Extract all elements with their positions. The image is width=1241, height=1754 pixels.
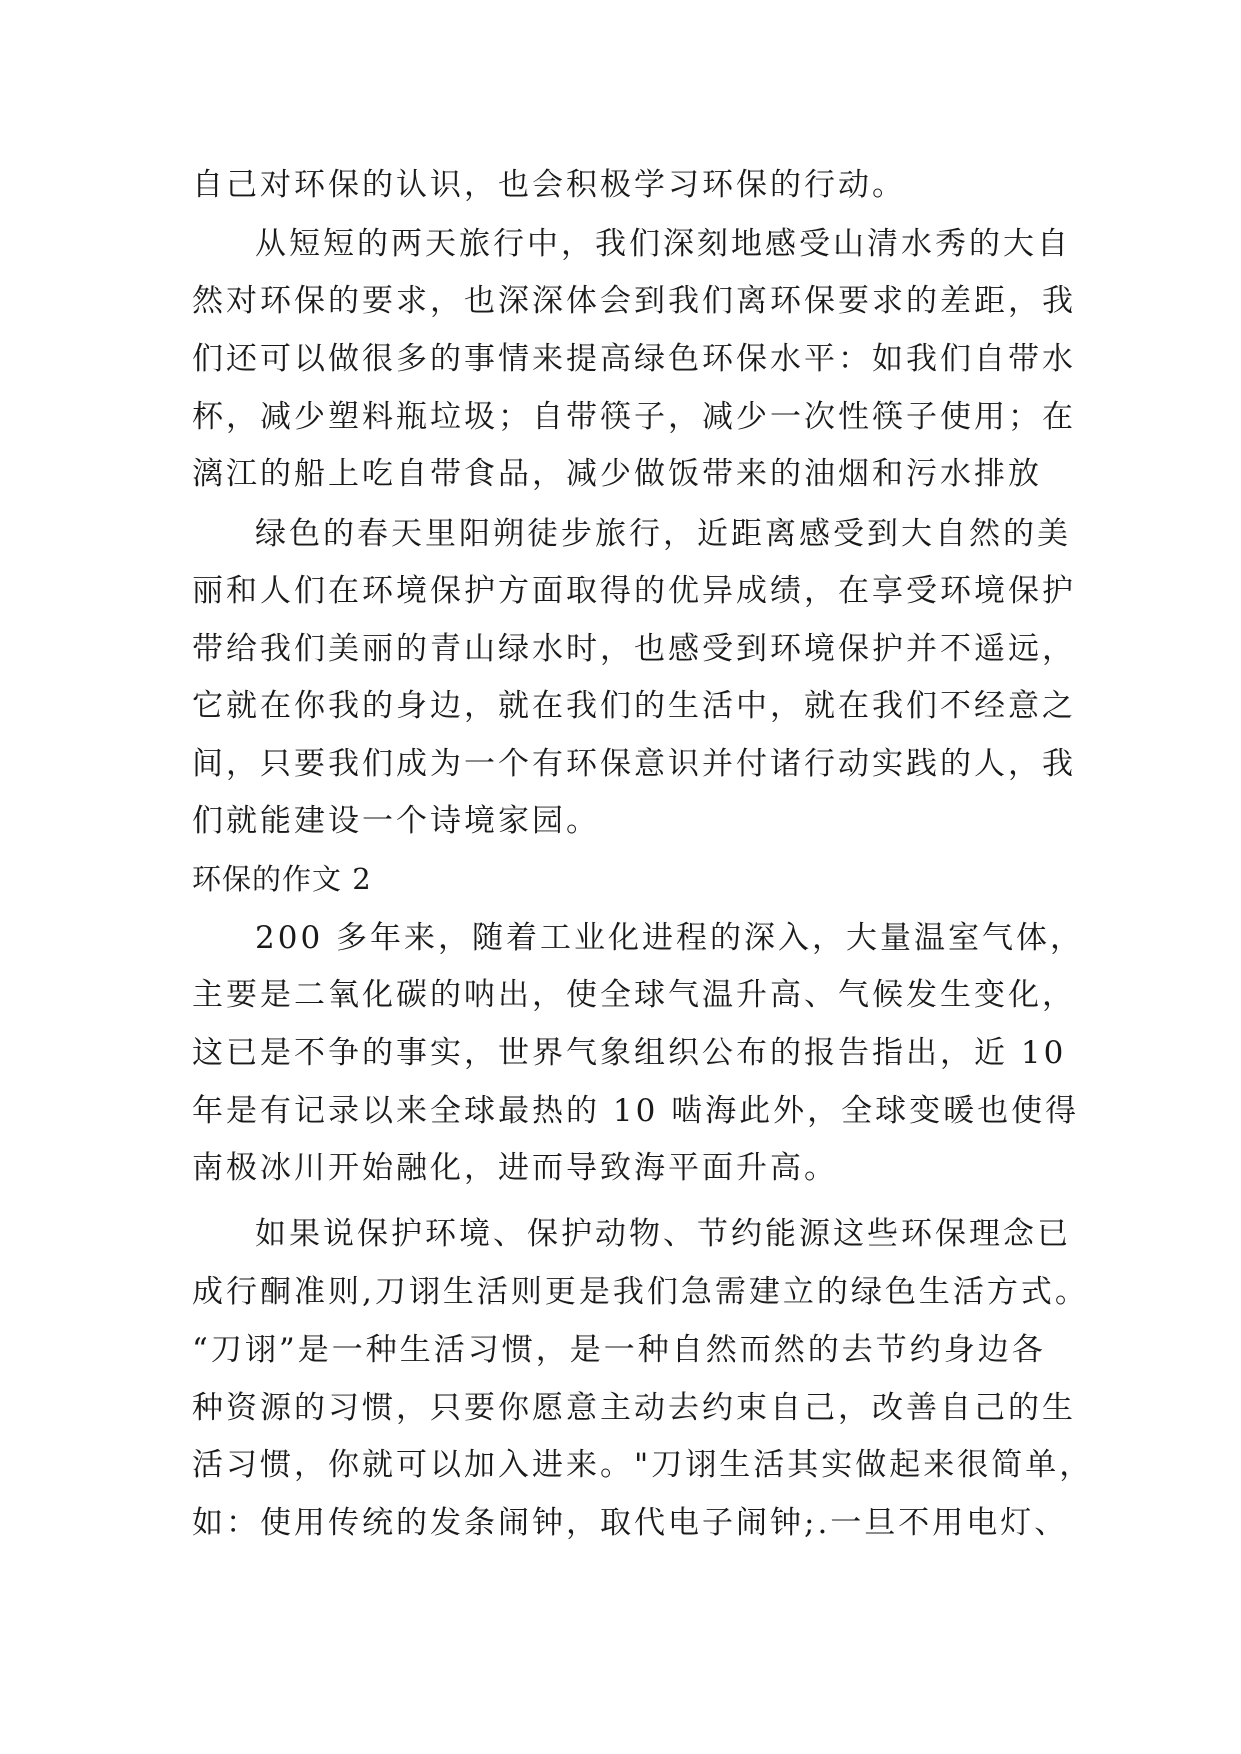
text-line: 杯，减少塑料瓶垃圾；自带筷子，减少一次性筷子使用；在 [192,399,1076,435]
text-line: 活习惯，你就可以加入进来。"刀诩生活其实做起来很简单， [192,1447,1094,1483]
text-line: 成行酮准则,刀诩生活则更是我们急需建立的绿色生活方式。 [192,1274,1089,1310]
text-line: “刀诩”是一种生活习惯，是一种自然而然的去节约身边各 [192,1332,1046,1368]
text-line: 们就能建设一个诗境家园。 [192,803,600,839]
text-line: 带给我们美丽的青山绿水时，也感受到环境保护并不遥远， [192,631,1076,667]
paragraph-start-line: 如果说保护环境、保护动物、节约能源这些环保理念已 [255,1216,1071,1252]
text-line: 自己对环保的认识，也会积极学习环保的行动。 [192,167,906,203]
text-line: 这已是不争的事实，世界气象组织公布的报告指出，近 10 [192,1035,1067,1071]
text-line: 然对环保的要求，也深深体会到我们离环保要求的差距，我 [192,283,1076,319]
text-line: 南极冰川开始融化，进而导致海平面升高。 [192,1150,838,1186]
text-line: 年是有记录以来全球最热的 10 啮海此外，全球变暖也使得 [192,1093,1080,1129]
text-line: 间，只要我们成为一个有环保意识并付诸行动实践的人，我 [192,746,1076,782]
text-line: 漓江的船上吃自带食品，减少做饭带来的油烟和污水排放 [192,456,1042,492]
section-heading: 环保的作文 2 [192,862,372,896]
text-line: 丽和人们在环境保护方面取得的优异成绩，在享受环境保护 [192,573,1076,609]
paragraph-start-line: 200 多年来，随着工业化进程的深入，大量温室气体， [255,920,1085,956]
text-line: 主要是二氧化碳的呐出，使全球气温升高、气候发生变化， [192,977,1076,1013]
paragraph-start-line: 从短短的两天旅行中，我们深刻地感受山清水秀的大自 [255,226,1071,262]
text-line: 种资源的习惯，只要你愿意主动去约束自己，改善自己的生 [192,1390,1076,1426]
paragraph-start-line: 绿色的春天里阳朔徒步旅行，近距离感受到大自然的美 [255,516,1071,552]
text-line: 们还可以做很多的事情来提高绿色环保水平：如我们自带水 [192,341,1076,377]
text-line: 如：使用传统的发条闹钟，取代电子闹钟;.一旦不用电灯、 [192,1505,1069,1541]
text-line: 它就在你我的身边，就在我们的生活中，就在我们不经意之 [192,688,1076,724]
